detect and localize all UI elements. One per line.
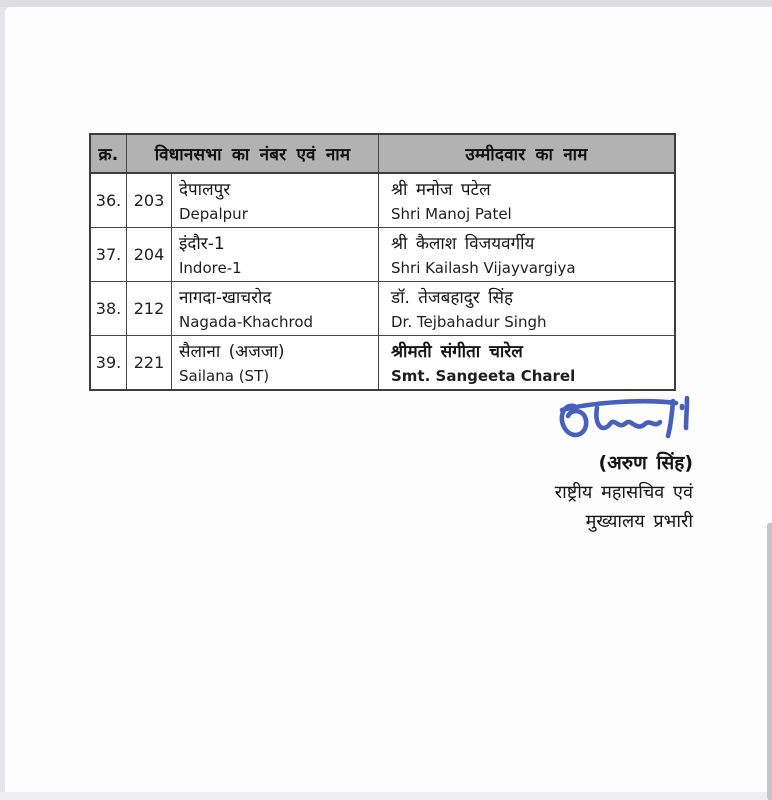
candidate-cell xyxy=(379,228,674,281)
candidate-cell xyxy=(379,336,674,389)
col-header-candidate: उम्मीदवार का नाम xyxy=(465,145,588,165)
candidate-cell xyxy=(379,174,674,227)
candidate-english: Dr. Tejbahadur Singh xyxy=(391,312,547,331)
candidate-english: Smt. Sangeeta Charel xyxy=(391,366,576,385)
constituency-hindi: देपालपुर xyxy=(179,179,231,200)
constituency-english: Indore-1 xyxy=(179,258,242,277)
candidate-cell xyxy=(379,282,674,335)
signatory-block xyxy=(555,449,693,536)
constituency-cell xyxy=(172,336,379,389)
candidate-english: Shri Kailash Vijayvargiya xyxy=(391,258,576,277)
signature-ink xyxy=(552,390,704,454)
number-cell: 203 xyxy=(127,174,172,227)
vertical-scrollbar-thumb[interactable] xyxy=(767,523,772,800)
constituency-cell xyxy=(172,228,379,281)
table-row xyxy=(91,282,674,336)
constituency-cell xyxy=(172,174,379,227)
table-row xyxy=(91,174,674,228)
number-cell: 221 xyxy=(127,336,172,389)
table-row xyxy=(91,336,674,389)
number-cell: 204 xyxy=(127,228,172,281)
signatory-name: (अरुण सिंह) xyxy=(598,452,693,474)
signatory-title-line2: मुख्यालय प्रभारी xyxy=(585,511,693,532)
candidate-hindi: श्री कैलाश विजयवर्गीय xyxy=(391,233,535,254)
serial-cell: 38. xyxy=(91,282,127,335)
col-header-serial: क्र. xyxy=(91,135,127,172)
candidate-hindi: श्री मनोज पटेल xyxy=(391,179,491,200)
viewer-bottom-edge xyxy=(0,792,772,800)
constituency-english: Nagada-Khachrod xyxy=(179,312,314,331)
number-cell: 212 xyxy=(127,282,172,335)
constituency-hindi: नागदा-खाचरोद xyxy=(179,287,272,308)
col-header-constituency: विधानसभा का नंबर एवं नाम xyxy=(127,135,379,172)
signatory-title-line1: राष्ट्रीय महासचिव एवं xyxy=(554,482,693,503)
candidate-table xyxy=(89,133,676,391)
serial-cell: 39. xyxy=(91,336,127,389)
candidate-hindi: श्रीमती संगीता चारेल xyxy=(391,341,523,362)
candidate-english: Shri Manoj Patel xyxy=(391,204,512,223)
viewer-top-edge xyxy=(0,0,772,7)
table-row xyxy=(91,228,674,282)
constituency-english: Sailana (ST) xyxy=(179,366,270,385)
constituency-hindi: इंदौर-1 xyxy=(179,233,225,254)
serial-cell: 37. xyxy=(91,228,127,281)
constituency-english: Depalpur xyxy=(179,204,248,223)
table-header-row xyxy=(91,135,674,174)
constituency-hindi: सैलाना (अजजा) xyxy=(179,341,285,362)
constituency-cell xyxy=(172,282,379,335)
serial-cell: 36. xyxy=(91,174,127,227)
candidate-hindi: डॉ. तेजबहादुर सिंह xyxy=(391,287,514,308)
